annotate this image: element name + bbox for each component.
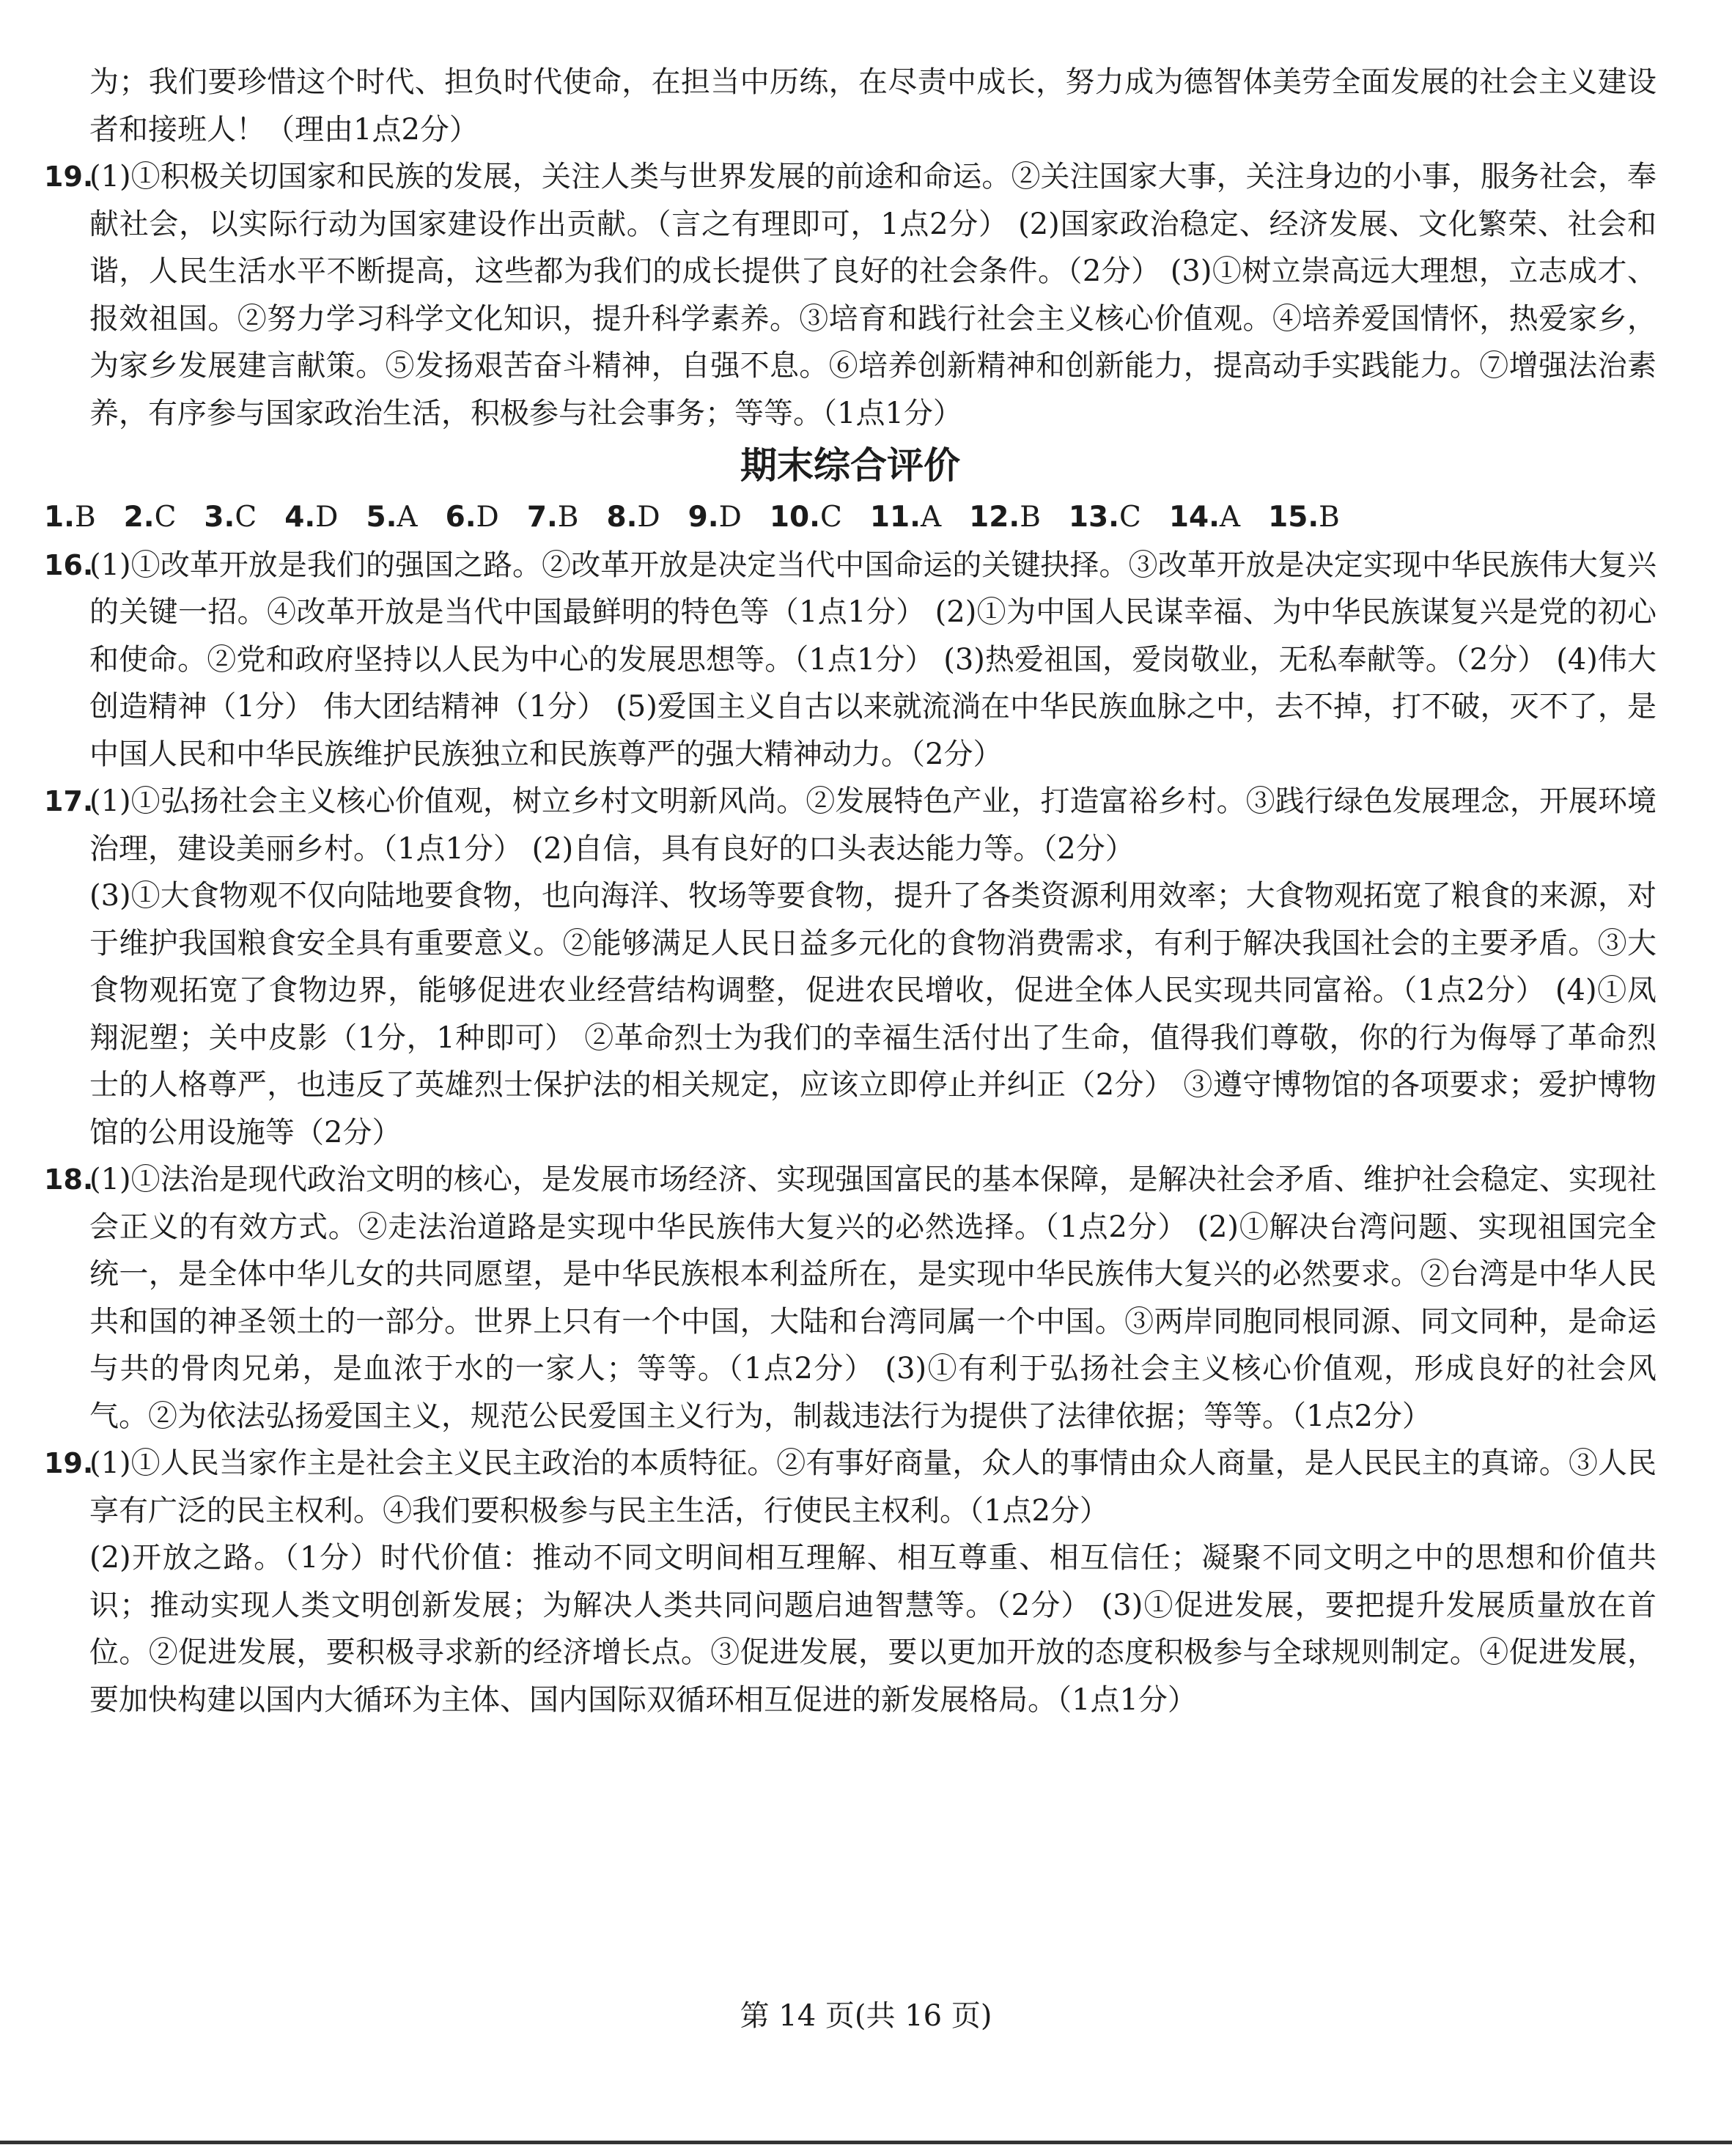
question-16 — [44, 542, 1657, 779]
choice-letter: D — [476, 501, 499, 534]
choice-number: 13. — [1068, 501, 1119, 534]
answer-text: (1)①法治是现代政治文明的核心，是发展市场经济、实现强国富民的基本保障，是解决社会矛盾、维护社会稳定、实现社会正义的有效方式。②走法治道路是实现中华民族伟大复兴的必然选择。（1点2分） (2)①解决台湾问题、实现祖国完全统一，是全体中华儿女的共同愿望，是中华民族根本利益所在，是实现中华民族伟大复兴的必然要求。②台湾是中华人民共和国的神圣领土的一部分。世界上只有一个中国，大陆和台湾同属一个中国。③两岸同胞同根同源、同文同种，是命运与共的骨肉兄弟，是血浓于水的一家人；等等。（1点2分） (3)①有利于弘扬社会主义核心价值观，形成良好的社会风气。②为依法弘扬爱国主义，规范公民爱国主义行为，制裁违法行为提供了法律依据；等等。（1点2分） — [89, 1163, 1657, 1433]
choice-answer — [124, 494, 177, 542]
question-number: 17. — [44, 785, 94, 817]
answer-text: (1)①弘扬社会主义核心价值观，树立乡村文明新风尚。②发展特色产业，打造富裕乡村。③践行绿色发展理念，开展环境治理，建设美丽乡村。（1点1分） (2)自信，具有良好的口头表达能力等。（2分） — [89, 784, 1657, 866]
choice-number: 14. — [1168, 501, 1220, 534]
choice-answer — [606, 494, 660, 542]
choice-letter: B — [74, 501, 96, 534]
choice-number: 4. — [284, 501, 316, 534]
choice-number: 9. — [688, 501, 719, 534]
choice-number: 2. — [123, 501, 155, 534]
choice-answer — [366, 494, 417, 542]
choice-letter: B — [557, 501, 579, 534]
question-number: 19. — [44, 161, 94, 193]
choice-letter: D — [637, 501, 660, 534]
choice-answer — [770, 494, 842, 542]
choice-answer — [44, 494, 96, 542]
answer-text: (1)①改革开放是我们的强国之路。②改革开放是决定当代中国命运的关键抉择。③改革开放是决定实现中华民族伟大复兴的关键一招。④改革开放是当代中国最鲜明的特色等（1点1分） (2)①为中国人民谋幸福、为中华民族谋复兴是党的初心和使命。②党和政府坚持以人民为中心的发展思想等。（1点1分） (3)热爱祖国，爱岗敬业，无私奉献等。（2分） (4)伟大创造精神（1分） 伟大团结精神（1分） (5)爱国主义自古以来就流淌在中华民族血脉之中，去不掉，打不破，灭不了，是中国人民和中华民族维护民族独立和民族尊严的强大精神动力。（2分） — [89, 548, 1657, 771]
choice-letter: D — [718, 501, 742, 534]
answer-text: (1)①人民当家作主是社会主义民主政治的本质特征。②有事好商量，众人的事情由众人商量，是人民民主的真谛。③人民享有广泛的民主权利。④我们要积极参与民主生活，行使民主权利。（1点2分） — [89, 1446, 1657, 1528]
choice-letter: B — [1319, 501, 1340, 534]
question-18 — [44, 1156, 1657, 1440]
page-content — [44, 59, 1657, 1723]
question-number: 18. — [44, 1163, 94, 1196]
choice-letter: A — [397, 501, 418, 534]
choice-letter: B — [1020, 501, 1041, 534]
question-number: 19. — [44, 1447, 94, 1479]
choice-letter: C — [1119, 501, 1141, 534]
choice-number: 10. — [769, 501, 820, 534]
continued-paragraph: 为；我们要珍惜这个时代、担负时代使命，在担当中历练，在尽责中成长，努力成为德智体美劳全面发展的社会主义建设者和接班人！（理由1点2分） — [89, 65, 1657, 147]
page-footer: 第 14 页(共 16 页) — [740, 1999, 992, 2033]
question-number: 16. — [44, 548, 94, 581]
choice-answer — [688, 494, 742, 542]
choice-letter: C — [235, 501, 257, 534]
choice-number: 11. — [869, 501, 921, 534]
choice-number: 3. — [204, 501, 235, 534]
choice-number: 1. — [44, 501, 75, 534]
choice-answer — [446, 494, 499, 542]
question-19-previous — [44, 153, 1657, 437]
bottom-rule — [0, 2141, 1732, 2144]
question-19 — [44, 1440, 1657, 1723]
choice-number: 5. — [366, 501, 397, 534]
choice-answer — [870, 494, 941, 542]
choice-letter: D — [315, 501, 339, 534]
answer-text-part-2: (3)①大食物观不仅向陆地要食物，也向海洋、牧场等要食物，提升了各类资源利用效率；大食物观拓宽了粮食的来源，对于维护我国粮食安全具有重要意义。②能够满足人民日益多元化的食物消费需求，有利于解决我国社会的主要矛盾。③大食物观拓宽了食物边界，能够促进农业经营结构调整，促进农民增收，促进全体人民实现共同富裕。（1点2分） (4)①凤翔泥塑；关中皮影（1分，1种即可） ②革命烈士为我们的幸福生活付出了生命，值得我们尊敬，你的行为侮辱了革命烈士的人格尊严，也违反了英雄烈士保护法的相关规定，应该立即停止并纠正（2分） ③遵守博物馆的各项要求；爱护博物馆的公用设施等（2分） — [89, 879, 1657, 1149]
choice-number: 7. — [526, 501, 558, 534]
choice-letter: A — [1219, 501, 1241, 534]
choice-answer — [969, 494, 1041, 542]
choice-letter: C — [820, 501, 842, 534]
choice-answers-row — [44, 494, 1657, 542]
choice-letter: C — [154, 501, 177, 534]
section-title: 期末综合评价 — [740, 444, 960, 487]
choice-number: 15. — [1268, 501, 1319, 534]
question-17 — [44, 778, 1657, 1156]
choice-number: 12. — [969, 501, 1020, 534]
choice-answer — [1169, 494, 1240, 542]
choice-answer — [1069, 494, 1141, 542]
choice-number: 6. — [445, 501, 476, 534]
choice-answer — [284, 494, 338, 542]
answer-text-part-2: (2)开放之路。（1分）时代价值：推动不同文明间相互理解、相互尊重、相互信任；凝聚不同文明之中的思想和价值共识；推动实现人类文明创新发展；为解决人类共同问题启迪智慧等。（2分） (3)①促进发展，要把提升发展质量放在首位。②促进发展，要积极寻求新的经济增长点。③促进发展，要以更加开放的态度积极参与全球规则制定。④促进发展，要加快构建以国内大循环为主体、国内国际双循环相互促进的新发展格局。（1点1分） — [89, 1541, 1657, 1717]
choice-answer — [527, 494, 579, 542]
choice-letter: A — [920, 501, 942, 534]
choice-answer — [204, 494, 257, 542]
choice-answer — [1268, 494, 1340, 542]
answer-text: (1)①积极关切国家和民族的发展，关注人类与世界发展的前途和命运。②关注国家大事，关注身边的小事，服务社会，奉献社会，以实际行动为国家建设作出贡献。（言之有理即可，1点2分） (2)国家政治稳定、经济发展、文化繁荣、社会和谐，人民生活水平不断提高，这些都为我们的成长提供了良好的社会条件。（2分） (3)①树立崇高远大理想，立志成才、报效祖国。②努力学习科学文化知识，提升科学素养。③培育和践行社会主义核心价值观。④培养爱国情怀，热爱家乡，为家乡发展建言献策。⑤发扬艰苦奋斗精神，自强不息。⑥培养创新精神和创新能力，提高动手实践能力。⑦增强法治素养，有序参与国家政治生活，积极参与社会事务；等等。（1点1分） — [89, 160, 1657, 430]
choice-number: 8. — [606, 501, 638, 534]
